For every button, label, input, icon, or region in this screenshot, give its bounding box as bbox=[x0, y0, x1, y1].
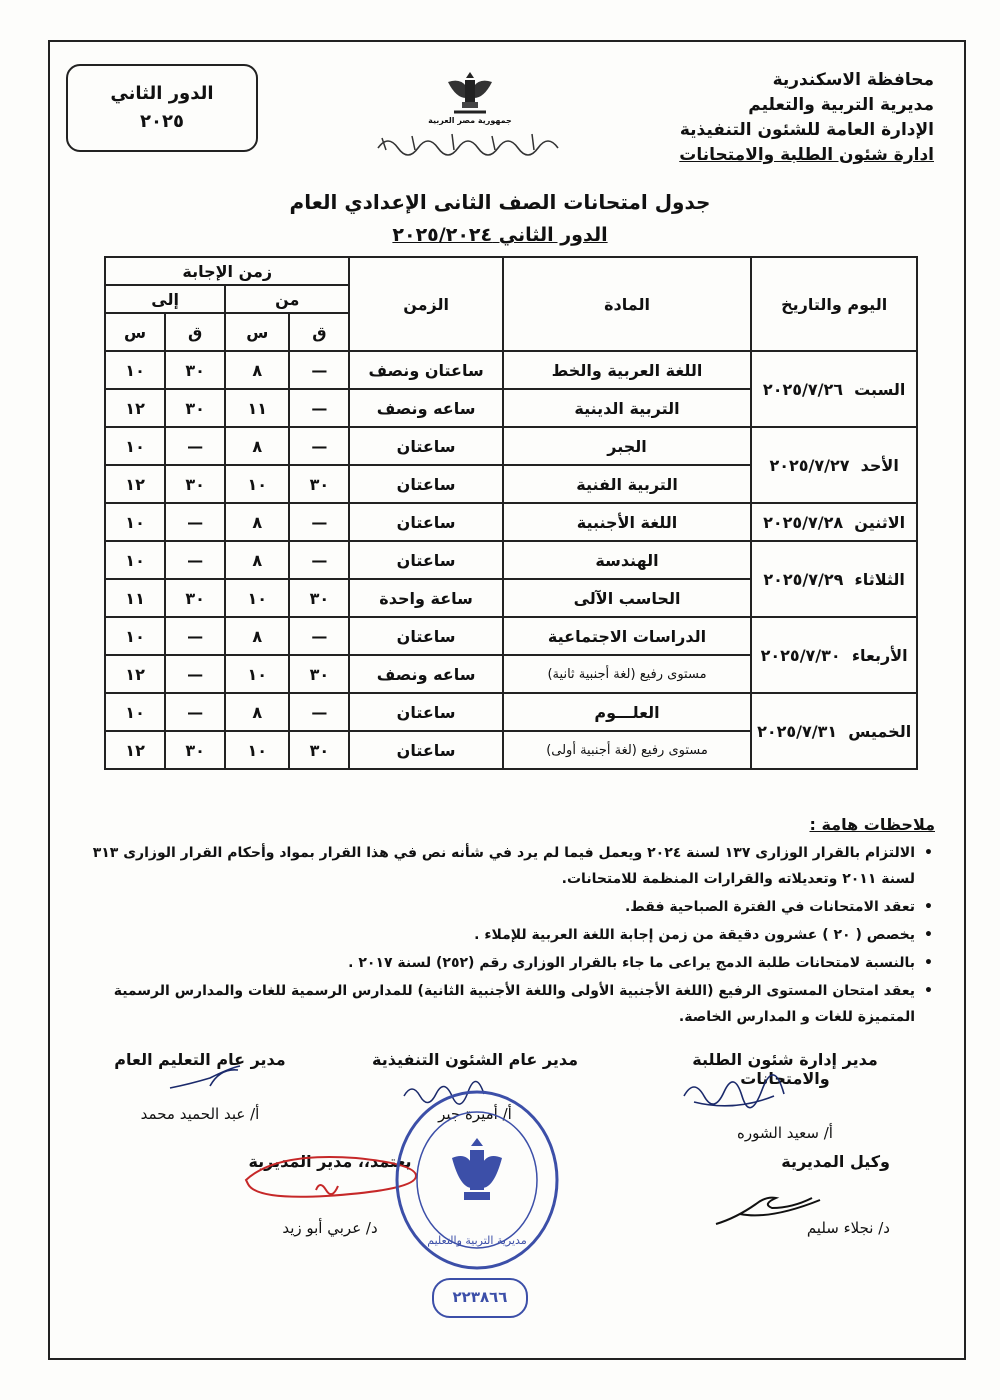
note-item: • يعقد امتحان المستوى الرفيع (اللغة الأجنبية الأولى واللغة الأجنبية الثانية) للمدارس الرسمية للغات والمدارس الرسمية المتميزة للغات و المدارس الخاصة. bbox=[70, 978, 915, 1030]
duration-cell: ساعه ونصف bbox=[349, 389, 502, 427]
subject-cell: اللغة الأجنبية bbox=[503, 503, 752, 541]
from-s-cell: ٨ bbox=[225, 427, 289, 465]
subject-cell: مستوى رفيع (لغة أجنبية أولى) bbox=[503, 731, 752, 769]
to-s-cell: ١٠ bbox=[105, 503, 165, 541]
to-s-cell: ١١ bbox=[105, 579, 165, 617]
to-q-cell: ٣٠ bbox=[165, 351, 225, 389]
to-q-cell: — bbox=[165, 541, 225, 579]
signature-title: مدير عام الشئون التنفيذية bbox=[371, 1050, 579, 1069]
subject-cell: الهندسة bbox=[503, 541, 752, 579]
from-s-header: س bbox=[225, 313, 289, 351]
notes-list bbox=[70, 840, 935, 1030]
to-q-cell: — bbox=[165, 427, 225, 465]
subject-cell: التربية الفنية bbox=[503, 465, 752, 503]
official-stamp-icon bbox=[392, 1088, 562, 1278]
notes-section bbox=[70, 815, 935, 1032]
to-q-cell: — bbox=[165, 617, 225, 655]
signature-scribble-icon bbox=[710, 1184, 830, 1234]
day-cell: الثلاثاء ٢٠٢٥/٧/٢٩ bbox=[751, 541, 917, 617]
from-header: من bbox=[225, 285, 349, 313]
to-q-cell: — bbox=[165, 655, 225, 693]
to-q-cell: — bbox=[165, 503, 225, 541]
round-label: الدور الثاني bbox=[110, 83, 214, 104]
signature-name: أ/ سعيد الشوره bbox=[737, 1124, 833, 1142]
table-row bbox=[105, 617, 917, 655]
emblem-caption: جمهورية مصر العربية bbox=[428, 116, 512, 125]
to-header: إلى bbox=[105, 285, 225, 313]
duration-cell: ساعتان bbox=[349, 541, 502, 579]
from-q-cell: — bbox=[289, 389, 349, 427]
to-s-cell: ١٢ bbox=[105, 465, 165, 503]
from-q-cell: — bbox=[289, 503, 349, 541]
eagle-emblem-icon bbox=[440, 68, 500, 120]
signature-name: أ/ عبد الحميد محمد bbox=[140, 1105, 260, 1123]
from-q-cell: — bbox=[289, 541, 349, 579]
subject-cell: الجبر bbox=[503, 427, 752, 465]
answer-time-header: زمن الإجابة bbox=[105, 257, 349, 285]
table-row bbox=[105, 541, 917, 579]
signature-scribble-icon bbox=[680, 1072, 790, 1112]
duration-cell: ساعتان ونصف bbox=[349, 351, 502, 389]
signature-title: مدير عام التعليم العام bbox=[114, 1050, 286, 1069]
from-q-cell: ٣٠ bbox=[289, 465, 349, 503]
from-q-cell: — bbox=[289, 427, 349, 465]
from-s-cell: ٨ bbox=[225, 693, 289, 731]
from-s-cell: ٨ bbox=[225, 503, 289, 541]
round-badge bbox=[66, 64, 258, 152]
subject-cell: مستوى رفيع (لغة أجنبية ثانية) bbox=[503, 655, 752, 693]
table-row bbox=[105, 351, 917, 389]
to-q-cell: ٣٠ bbox=[165, 389, 225, 427]
from-s-cell: ٨ bbox=[225, 541, 289, 579]
to-q-cell: ٣٠ bbox=[165, 731, 225, 769]
to-q-cell: — bbox=[165, 693, 225, 731]
to-q-header: ق bbox=[165, 313, 225, 351]
from-q-header: ق bbox=[289, 313, 349, 351]
exams-dept-line: ادارة شئون الطلبة والامتحانات bbox=[679, 145, 934, 165]
duration-cell: ساعتان bbox=[349, 503, 502, 541]
to-s-cell: ١٢ bbox=[105, 389, 165, 427]
duration-cell: ساعتان bbox=[349, 731, 502, 769]
table-row bbox=[105, 427, 917, 465]
day-cell: الأحد ٢٠٢٥/٧/٢٧ bbox=[751, 427, 917, 503]
from-s-cell: ١٠ bbox=[225, 465, 289, 503]
signature-scribble-icon bbox=[160, 1062, 270, 1098]
duration-cell: ساعه ونصف bbox=[349, 655, 502, 693]
executive-affairs-line: الإدارة العامة للشئون التنفيذية bbox=[679, 120, 934, 140]
to-q-cell: ٣٠ bbox=[165, 579, 225, 617]
day-cell: السبت ٢٠٢٥/٧/٢٦ bbox=[751, 351, 917, 427]
from-s-cell: ١١ bbox=[225, 389, 289, 427]
note-item: • تعقد الامتحانات في الفترة الصباحية فقط. bbox=[70, 894, 915, 920]
to-s-cell: ١٠ bbox=[105, 351, 165, 389]
to-q-cell: ٣٠ bbox=[165, 465, 225, 503]
day-cell: الخميس ٢٠٢٥/٧/٣١ bbox=[751, 693, 917, 769]
from-q-cell: — bbox=[289, 693, 349, 731]
from-s-cell: ١٠ bbox=[225, 579, 289, 617]
signature-name: د/ عربي أبو زيد bbox=[282, 1219, 378, 1237]
subject-cell: التربية الدينية bbox=[503, 389, 752, 427]
subject-cell: الدراسات الاجتماعية bbox=[503, 617, 752, 655]
note-item: • يخصص ( ٢٠ ) عشرون دقيقة من زمن إجابة اللغة العربية للإملاء . bbox=[70, 922, 915, 948]
day-cell: الأربعاء ٢٠٢٥/٧/٣٠ bbox=[751, 617, 917, 693]
page-subtitle: الدور الثاني ٢٠٢٥/٢٠٢٤ bbox=[392, 224, 608, 246]
notes-heading: ملاحظات هامة : bbox=[809, 815, 935, 834]
table-row bbox=[105, 693, 917, 731]
to-s-cell: ١٠ bbox=[105, 693, 165, 731]
duration-header: الزمن bbox=[349, 257, 502, 351]
duration-cell: ساعتان bbox=[349, 617, 502, 655]
to-s-header: س bbox=[105, 313, 165, 351]
stamp-serial: ٢٢٣٨٦٦ bbox=[432, 1278, 528, 1318]
from-s-cell: ١٠ bbox=[225, 731, 289, 769]
duration-cell: ساعتان bbox=[349, 465, 502, 503]
from-q-cell: ٣٠ bbox=[289, 655, 349, 693]
duration-cell: ساعتان bbox=[349, 427, 502, 465]
from-s-cell: ٨ bbox=[225, 617, 289, 655]
signature-title: يعتمد،، مدير المديرية bbox=[248, 1152, 412, 1171]
calligraphy-icon bbox=[372, 128, 572, 156]
table-row bbox=[105, 503, 917, 541]
subject-header: المادة bbox=[503, 257, 752, 351]
from-s-cell: ٨ bbox=[225, 351, 289, 389]
stamp-text: مديرية التربية والتعليم bbox=[427, 1234, 527, 1247]
round-year: ٢٠٢٥ bbox=[140, 111, 184, 132]
duration-cell: ساعتان bbox=[349, 693, 502, 731]
subject-cell: اللغة العربية والخط bbox=[503, 351, 752, 389]
to-s-cell: ١٢ bbox=[105, 655, 165, 693]
subject-cell: العلـــوم bbox=[503, 693, 752, 731]
from-q-cell: — bbox=[289, 617, 349, 655]
day-cell: الاثنين ٢٠٢٥/٧/٢٨ bbox=[751, 503, 917, 541]
signature-name: د/ نجلاء سليم bbox=[806, 1219, 890, 1237]
to-s-cell: ١٠ bbox=[105, 427, 165, 465]
issuer-header bbox=[604, 68, 934, 168]
to-s-cell: ١٠ bbox=[105, 541, 165, 579]
to-s-cell: ١٠ bbox=[105, 617, 165, 655]
to-s-cell: ١٢ bbox=[105, 731, 165, 769]
signature-title: وكيل المديرية bbox=[781, 1152, 890, 1171]
directorate-line: مديرية التربية والتعليم bbox=[748, 95, 934, 115]
from-s-cell: ١٠ bbox=[225, 655, 289, 693]
subject-cell: الحاسب الآلى bbox=[503, 579, 752, 617]
note-item: • الالتزام بالقرار الوزارى ١٣٧ لسنة ٢٠٢٤ ويعمل فيما لم يرد في شأنه نص في هذا القرار بمواد وأحكام القرار الوزارى ٣١٣ لسنة ٢٠١١ وتعديلاته والقرارات المنظمة للامتحانات. bbox=[70, 840, 915, 892]
duration-cell: ساعة واحدة bbox=[349, 579, 502, 617]
from-q-cell: ٣٠ bbox=[289, 731, 349, 769]
page-title: جدول امتحانات الصف الثانى الإعدادي العام bbox=[289, 190, 711, 214]
signature-name: أ/ أميرة جبر bbox=[438, 1105, 512, 1123]
from-q-cell: ٣٠ bbox=[289, 579, 349, 617]
exam-schedule-table bbox=[104, 256, 918, 770]
day-header: اليوم والتاريخ bbox=[751, 257, 917, 351]
signature-title: مدير إدارة شئون الطلبة والامتحانات bbox=[692, 1050, 878, 1088]
note-item: • بالنسبة لامتحانات طلبة الدمج يراعى ما جاء بالقرار الوزارى رقم (٢٥٢) لسنة ٢٠١٧ . bbox=[70, 950, 915, 976]
from-q-cell: — bbox=[289, 351, 349, 389]
governorate-line: محافظة الاسكندرية bbox=[772, 70, 934, 90]
